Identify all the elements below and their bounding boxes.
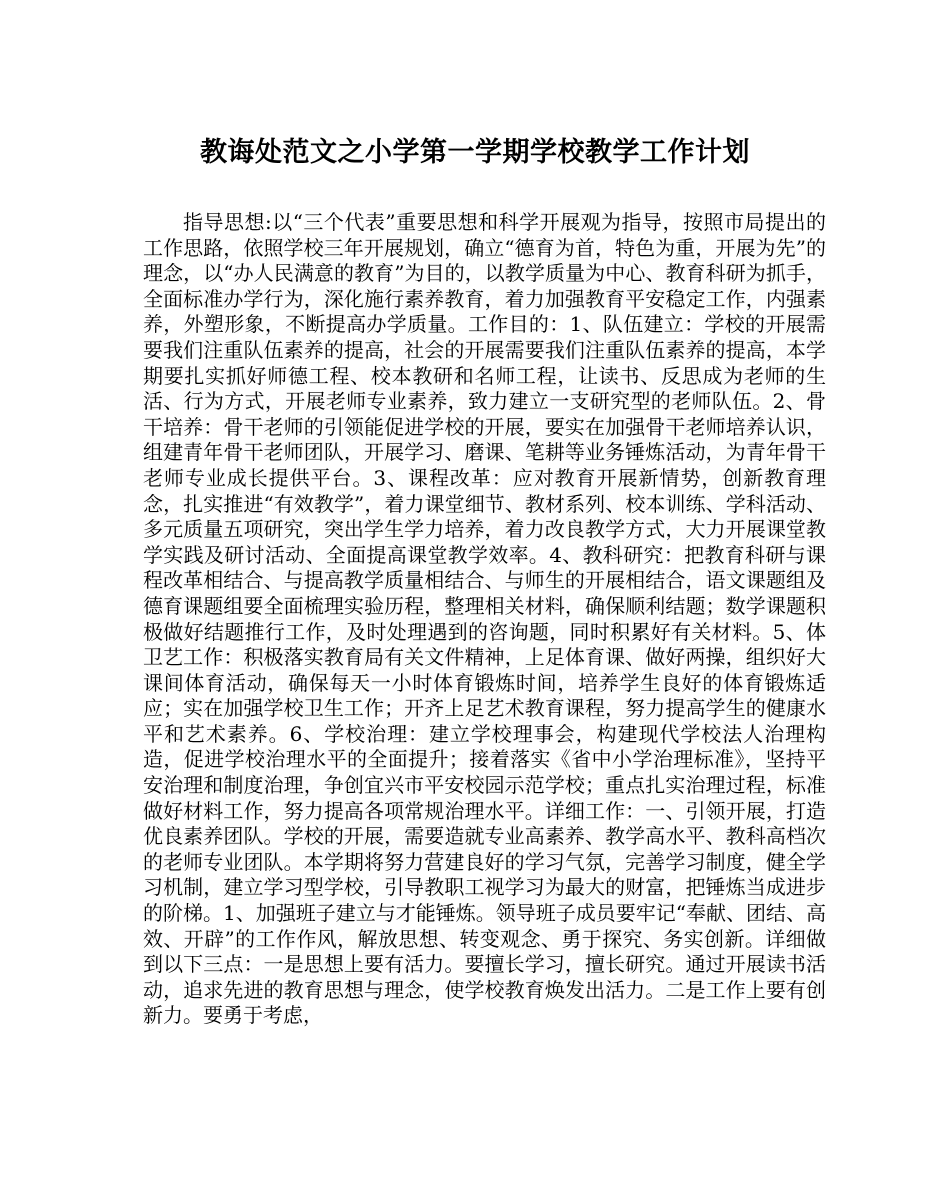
document-title: 教诲处范文之小学第一学期学校教学工作计划	[200, 137, 750, 168]
document-body-paragraph: 指导思想:以“三个代表”重要思想和科学开展观为指导，按照市局提出的工作思路，依照学校三年开展规划，确立“德育为首，特色为重，开展为先”的理念，以“办人民满意的教育”为目的，以教学质量为中心、教育科研为抓手，全面标准办学行为，深化施行素养教育，着力加强教育平安稳定工作，内强素养，外塑形象，不断提高办学质量。工作目的：1、队伍建立：学校的开展需要我们注重队伍素养的提高，社会的开展需要我们注重队伍素养的提高，本学期要扎实抓好师德工程、校本教研和名师工程，让读书、反思成为老师的生活、行为方式，开展老师专业素养，致力建立一支研究型的老师队伍。2、骨干培养：骨干老师的引领能促进学校的开展，要实在加强骨干老师培养认识，组建青年骨干老师团队，开展学习、磨课、笔耕等业务锤炼活动，为青年骨干老师专业成长提供平台。3、课程改革：应对教育开展新情势，创新教育理念，扎实推进“有效教学”，着力课堂细节、教材系列、校本训练、学科活动、多元质量五项研究，突出学生学力培养，着力改良教学方式，大力开展课堂教学实践及研讨活动、全面提高课堂教学效率。4、教科研究：把教育科研与课程改革相结合、与提高教学质量相结合、与师生的开展相结合，语文课题组及德育课题组要全面梳理实验历程，整理相关材料，确保顺利结题；数学课题积极做好结题推行工作，及时处理遇到的咨询题，同时积累好有关材料。5、体卫艺工作：积极落实教育局有关文件精神，上足体育课、做好两操，组织好大课间体育活动，确保每天一小时体育锻炼时间，培养学生良好的体育锻炼适应；实在加强学校卫生工作；开齐上足艺术教育课程，努力提高学生的健康水平和艺术素养。6、学校治理：建立学校理事会，构建现代学校法人治理构造，促进学校治理水平的全面提升；接着落实《省中小学治理标准》，坚持平安治理和制度治理，争创宜兴市平安校园示范学校；重点扎实治理过程，标准做好材料工作，努力提高各项常规治理水平。详细工作：一、引领开展，打造优良素养团队。学校的开展，需要造就专业高素养、教学高水平、教科高档次的老师专业团队。本学期将努力营建良好的学习气氛，完善学习制度，健全学习机制，建立学习型学校，引导教职工视学习为最大的财富，把锤炼当成进步的阶梯。1、加强班子建立与才能锤炼。领导班子成员要牢记“奉献、团结、高效、开辟”的工作作风，解放思想、转变观念、勇于探究、务实创新。详细做到以下三点：一是思想上要有活力。要擅长学习，擅长研究。通过开展读书活动，追求先进的教育思想与理念，使学校教育焕发出活力。二是工作上要有创新力。要勇于考虑，	[143, 210, 826, 1028]
